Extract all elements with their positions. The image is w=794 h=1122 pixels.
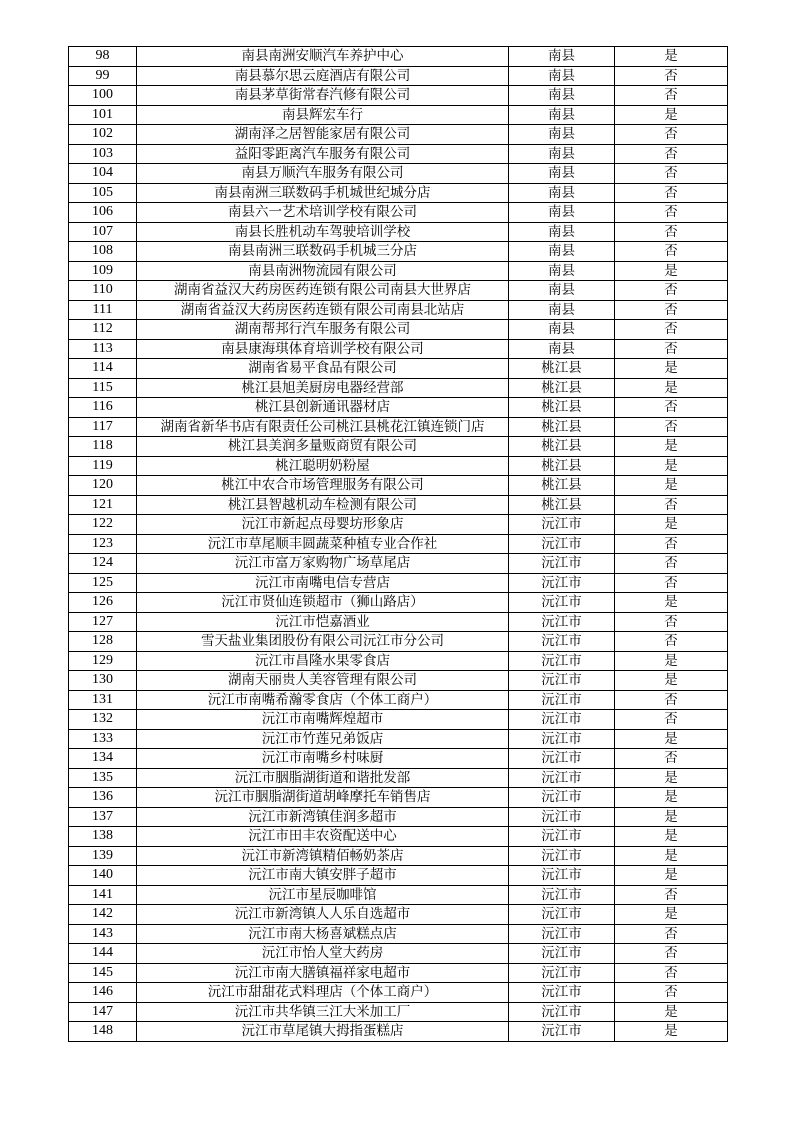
table-body (69, 47, 728, 1042)
region-cell: 桃江县 (509, 456, 615, 476)
flag-cell: 否 (615, 749, 728, 769)
flag-cell: 是 (615, 768, 728, 788)
flag-cell: 否 (615, 690, 728, 710)
table-row (69, 66, 728, 86)
flag-cell: 否 (615, 554, 728, 574)
table-row (69, 476, 728, 496)
enterprise-name-cell: 沅江市南大镇安胖子超市 (137, 866, 509, 886)
region-cell: 沅江市 (509, 924, 615, 944)
enterprise-name-cell: 沅江市胭脂湖街道胡峰摩托车销售店 (137, 788, 509, 808)
row-number-cell: 137 (69, 807, 137, 827)
row-number-cell: 122 (69, 515, 137, 535)
flag-cell: 否 (615, 66, 728, 86)
enterprise-name-cell: 湖南天丽贵人美容管理有限公司 (137, 671, 509, 691)
row-number-cell: 105 (69, 183, 137, 203)
enterprise-name-cell: 沅江市草尾镇大拇指蛋糕店 (137, 1022, 509, 1042)
row-number-cell: 124 (69, 554, 137, 574)
table-row (69, 651, 728, 671)
flag-cell: 否 (615, 944, 728, 964)
table-row (69, 144, 728, 164)
region-cell: 沅江市 (509, 905, 615, 925)
row-number-cell: 118 (69, 437, 137, 457)
region-cell: 沅江市 (509, 788, 615, 808)
row-number-cell: 140 (69, 866, 137, 886)
region-cell: 沅江市 (509, 963, 615, 983)
enterprise-name-cell: 桃江县创新通讯器材店 (137, 398, 509, 418)
enterprise-name-cell: 益阳零距离汽车服务有限公司 (137, 144, 509, 164)
row-number-cell: 98 (69, 47, 137, 67)
enterprise-name-cell: 沅江市草尾顺丰圆蔬菜种植专业合作社 (137, 534, 509, 554)
flag-cell: 否 (615, 183, 728, 203)
row-number-cell: 116 (69, 398, 137, 418)
table-row (69, 827, 728, 847)
enterprise-name-cell: 沅江市昌隆水果零食店 (137, 651, 509, 671)
region-cell: 南县 (509, 164, 615, 184)
enterprise-name-cell: 桃江县美润多量贩商贸有限公司 (137, 437, 509, 457)
flag-cell: 是 (615, 651, 728, 671)
flag-cell: 是 (615, 1002, 728, 1022)
flag-cell: 否 (615, 885, 728, 905)
region-cell: 沅江市 (509, 710, 615, 730)
row-number-cell: 130 (69, 671, 137, 691)
enterprise-name-cell: 沅江市南大膳镇福祥家电超市 (137, 963, 509, 983)
region-cell: 沅江市 (509, 1022, 615, 1042)
table-row (69, 242, 728, 262)
row-number-cell: 120 (69, 476, 137, 496)
flag-cell: 是 (615, 456, 728, 476)
region-cell: 桃江县 (509, 476, 615, 496)
table-row (69, 125, 728, 145)
table-row (69, 905, 728, 925)
region-cell: 桃江县 (509, 398, 615, 418)
enterprise-name-cell: 南县康海琪体育培训学校有限公司 (137, 339, 509, 359)
region-cell: 沅江市 (509, 515, 615, 535)
region-cell: 桃江县 (509, 417, 615, 437)
table-row (69, 515, 728, 535)
flag-cell: 否 (615, 924, 728, 944)
flag-cell: 是 (615, 827, 728, 847)
enterprise-name-cell: 沅江市竹莲兄弟饭店 (137, 729, 509, 749)
row-number-cell: 129 (69, 651, 137, 671)
row-number-cell: 119 (69, 456, 137, 476)
region-cell: 南县 (509, 261, 615, 281)
enterprise-name-cell: 沅江市南大杨喜斌糕点店 (137, 924, 509, 944)
table-row (69, 1002, 728, 1022)
flag-cell: 否 (615, 300, 728, 320)
flag-cell: 是 (615, 846, 728, 866)
row-number-cell: 101 (69, 105, 137, 125)
row-number-cell: 146 (69, 983, 137, 1003)
row-number-cell: 107 (69, 222, 137, 242)
enterprise-name-cell: 桃江中农合市场管理服务有限公司 (137, 476, 509, 496)
table-row (69, 398, 728, 418)
row-number-cell: 106 (69, 203, 137, 223)
enterprise-name-cell: 沅江市胭脂湖街道和谐批发部 (137, 768, 509, 788)
flag-cell: 否 (615, 417, 728, 437)
row-number-cell: 128 (69, 632, 137, 652)
region-cell: 沅江市 (509, 554, 615, 574)
flag-cell: 否 (615, 144, 728, 164)
flag-cell: 是 (615, 378, 728, 398)
enterprise-name-cell: 沅江市贤仙连锁超市（狮山路店） (137, 593, 509, 613)
table-row (69, 768, 728, 788)
table-row (69, 495, 728, 515)
table-row (69, 183, 728, 203)
region-cell: 南县 (509, 105, 615, 125)
flag-cell: 否 (615, 983, 728, 1003)
table-row (69, 788, 728, 808)
row-number-cell: 144 (69, 944, 137, 964)
region-cell: 南县 (509, 183, 615, 203)
flag-cell: 是 (615, 515, 728, 535)
row-number-cell: 142 (69, 905, 137, 925)
row-number-cell: 125 (69, 573, 137, 593)
flag-cell: 否 (615, 339, 728, 359)
row-number-cell: 138 (69, 827, 137, 847)
flag-cell: 否 (615, 963, 728, 983)
region-cell: 南县 (509, 339, 615, 359)
row-number-cell: 108 (69, 242, 137, 262)
enterprise-name-cell: 沅江市怡人堂大药房 (137, 944, 509, 964)
row-number-cell: 99 (69, 66, 137, 86)
row-number-cell: 132 (69, 710, 137, 730)
flag-cell: 否 (615, 222, 728, 242)
region-cell: 南县 (509, 281, 615, 301)
row-number-cell: 134 (69, 749, 137, 769)
flag-cell: 否 (615, 242, 728, 262)
enterprise-name-cell: 湖南省易平食品有限公司 (137, 359, 509, 379)
table-row (69, 632, 728, 652)
region-cell: 桃江县 (509, 495, 615, 515)
region-cell: 南县 (509, 242, 615, 262)
row-number-cell: 133 (69, 729, 137, 749)
region-cell: 沅江市 (509, 807, 615, 827)
enterprise-name-cell: 湖南泽之居智能家居有限公司 (137, 125, 509, 145)
table-row (69, 320, 728, 340)
table-row (69, 378, 728, 398)
enterprise-name-cell: 湖南省益汉大药房医药连锁有限公司南县大世界店 (137, 281, 509, 301)
table-row (69, 885, 728, 905)
enterprise-name-cell: 沅江市共华镇三江大米加工厂 (137, 1002, 509, 1022)
region-cell: 沅江市 (509, 983, 615, 1003)
flag-cell: 是 (615, 105, 728, 125)
row-number-cell: 109 (69, 261, 137, 281)
enterprise-name-cell: 桃江县旭美厨房电器经营部 (137, 378, 509, 398)
table-row (69, 456, 728, 476)
enterprise-name-cell: 南县长胜机动车驾驶培训学校 (137, 222, 509, 242)
flag-cell: 否 (615, 573, 728, 593)
table-row (69, 749, 728, 769)
enterprise-table (68, 46, 728, 1042)
enterprise-name-cell: 沅江市新起点母婴坊形象店 (137, 515, 509, 535)
flag-cell: 否 (615, 398, 728, 418)
enterprise-name-cell: 沅江市南嘴电信专营店 (137, 573, 509, 593)
flag-cell: 否 (615, 164, 728, 184)
row-number-cell: 121 (69, 495, 137, 515)
row-number-cell: 126 (69, 593, 137, 613)
region-cell: 南县 (509, 203, 615, 223)
row-number-cell: 148 (69, 1022, 137, 1042)
enterprise-name-cell: 桃江聪明奶粉屋 (137, 456, 509, 476)
row-number-cell: 135 (69, 768, 137, 788)
flag-cell: 否 (615, 86, 728, 106)
flag-cell: 否 (615, 612, 728, 632)
row-number-cell: 143 (69, 924, 137, 944)
table-row (69, 534, 728, 554)
region-cell: 南县 (509, 47, 615, 67)
region-cell: 南县 (509, 320, 615, 340)
enterprise-name-cell: 沅江市南嘴乡村味厨 (137, 749, 509, 769)
flag-cell: 否 (615, 281, 728, 301)
flag-cell: 否 (615, 632, 728, 652)
enterprise-name-cell: 沅江市新湾镇人人乐自选超市 (137, 905, 509, 925)
enterprise-name-cell: 沅江市新湾镇佳润多超市 (137, 807, 509, 827)
region-cell: 沅江市 (509, 729, 615, 749)
region-cell: 沅江市 (509, 749, 615, 769)
table-row (69, 729, 728, 749)
region-cell: 沅江市 (509, 866, 615, 886)
table-row (69, 1022, 728, 1042)
region-cell: 桃江县 (509, 437, 615, 457)
table-row (69, 944, 728, 964)
row-number-cell: 131 (69, 690, 137, 710)
table-row (69, 359, 728, 379)
flag-cell: 是 (615, 261, 728, 281)
region-cell: 南县 (509, 86, 615, 106)
region-cell: 沅江市 (509, 944, 615, 964)
row-number-cell: 110 (69, 281, 137, 301)
flag-cell: 是 (615, 47, 728, 67)
row-number-cell: 114 (69, 359, 137, 379)
flag-cell: 是 (615, 476, 728, 496)
enterprise-name-cell: 湖南省益汉大药房医药连锁有限公司南县北站店 (137, 300, 509, 320)
row-number-cell: 117 (69, 417, 137, 437)
flag-cell: 否 (615, 534, 728, 554)
flag-cell: 是 (615, 1022, 728, 1042)
table-row (69, 417, 728, 437)
enterprise-name-cell: 南县茅草街常春汽修有限公司 (137, 86, 509, 106)
enterprise-name-cell: 沅江市田丰农资配送中心 (137, 827, 509, 847)
flag-cell: 否 (615, 495, 728, 515)
enterprise-name-cell: 南县六一艺术培训学校有限公司 (137, 203, 509, 223)
region-cell: 南县 (509, 66, 615, 86)
flag-cell: 是 (615, 729, 728, 749)
flag-cell: 否 (615, 125, 728, 145)
region-cell: 沅江市 (509, 1002, 615, 1022)
region-cell: 沅江市 (509, 612, 615, 632)
region-cell: 桃江县 (509, 378, 615, 398)
table-row (69, 203, 728, 223)
region-cell: 沅江市 (509, 671, 615, 691)
enterprise-name-cell: 南县南洲安顺汽车养护中心 (137, 47, 509, 67)
row-number-cell: 104 (69, 164, 137, 184)
table-row (69, 612, 728, 632)
table-row (69, 261, 728, 281)
flag-cell: 是 (615, 593, 728, 613)
flag-cell: 是 (615, 671, 728, 691)
table-row (69, 924, 728, 944)
enterprise-name-cell: 沅江市富万家购物广场草尾店 (137, 554, 509, 574)
row-number-cell: 127 (69, 612, 137, 632)
row-number-cell: 100 (69, 86, 137, 106)
table-row (69, 554, 728, 574)
flag-cell: 否 (615, 203, 728, 223)
flag-cell: 否 (615, 710, 728, 730)
table-row (69, 300, 728, 320)
table-row (69, 437, 728, 457)
table-row (69, 963, 728, 983)
table-row (69, 690, 728, 710)
enterprise-name-cell: 南县辉宏车行 (137, 105, 509, 125)
row-number-cell: 115 (69, 378, 137, 398)
table-row (69, 105, 728, 125)
table-row (69, 846, 728, 866)
region-cell: 沅江市 (509, 651, 615, 671)
enterprise-name-cell: 沅江市新湾镇精佰畅奶茶店 (137, 846, 509, 866)
flag-cell: 是 (615, 359, 728, 379)
region-cell: 南县 (509, 300, 615, 320)
enterprise-name-cell: 沅江市南嘴辉煌超市 (137, 710, 509, 730)
region-cell: 南县 (509, 144, 615, 164)
enterprise-name-cell: 桃江县智越机动车检测有限公司 (137, 495, 509, 515)
table-row (69, 710, 728, 730)
enterprise-name-cell: 湖南省新华书店有限责任公司桃江县桃花江镇连锁门店 (137, 417, 509, 437)
region-cell: 沅江市 (509, 573, 615, 593)
table-row (69, 573, 728, 593)
region-cell: 沅江市 (509, 768, 615, 788)
row-number-cell: 136 (69, 788, 137, 808)
row-number-cell: 102 (69, 125, 137, 145)
enterprise-name-cell: 沅江市星辰咖啡馆 (137, 885, 509, 905)
enterprise-name-cell: 沅江市南嘴希瀚零食店（个体工商户） (137, 690, 509, 710)
region-cell: 南县 (509, 125, 615, 145)
enterprise-name-cell: 南县南洲物流园有限公司 (137, 261, 509, 281)
row-number-cell: 141 (69, 885, 137, 905)
table-row (69, 339, 728, 359)
table-row (69, 983, 728, 1003)
table-row (69, 593, 728, 613)
row-number-cell: 123 (69, 534, 137, 554)
table-row (69, 164, 728, 184)
enterprise-name-cell: 沅江市恺嘉酒业 (137, 612, 509, 632)
region-cell: 沅江市 (509, 690, 615, 710)
table-row (69, 281, 728, 301)
enterprise-name-cell: 南县南洲三联数码手机城三分店 (137, 242, 509, 262)
flag-cell: 是 (615, 866, 728, 886)
enterprise-name-cell: 南县慕尔思云庭酒店有限公司 (137, 66, 509, 86)
enterprise-name-cell: 南县万顺汽车服务有限公司 (137, 164, 509, 184)
enterprise-name-cell: 雪天盐业集团股份有限公司沅江市分公司 (137, 632, 509, 652)
region-cell: 桃江县 (509, 359, 615, 379)
enterprise-name-cell: 湖南帮邦行汽车服务有限公司 (137, 320, 509, 340)
row-number-cell: 145 (69, 963, 137, 983)
flag-cell: 是 (615, 905, 728, 925)
table-row (69, 807, 728, 827)
region-cell: 沅江市 (509, 827, 615, 847)
region-cell: 沅江市 (509, 632, 615, 652)
table-row (69, 671, 728, 691)
row-number-cell: 147 (69, 1002, 137, 1022)
flag-cell: 是 (615, 807, 728, 827)
row-number-cell: 112 (69, 320, 137, 340)
region-cell: 沅江市 (509, 593, 615, 613)
enterprise-name-cell: 沅江市甜甜花式料理店（个体工商户） (137, 983, 509, 1003)
flag-cell: 是 (615, 437, 728, 457)
table-row (69, 47, 728, 67)
row-number-cell: 111 (69, 300, 137, 320)
flag-cell: 是 (615, 788, 728, 808)
table-row (69, 86, 728, 106)
region-cell: 沅江市 (509, 885, 615, 905)
region-cell: 沅江市 (509, 534, 615, 554)
row-number-cell: 113 (69, 339, 137, 359)
row-number-cell: 139 (69, 846, 137, 866)
row-number-cell: 103 (69, 144, 137, 164)
region-cell: 沅江市 (509, 846, 615, 866)
enterprise-name-cell: 南县南洲三联数码手机城世纪城分店 (137, 183, 509, 203)
region-cell: 南县 (509, 222, 615, 242)
flag-cell: 否 (615, 320, 728, 340)
table-row (69, 222, 728, 242)
table-row (69, 866, 728, 886)
